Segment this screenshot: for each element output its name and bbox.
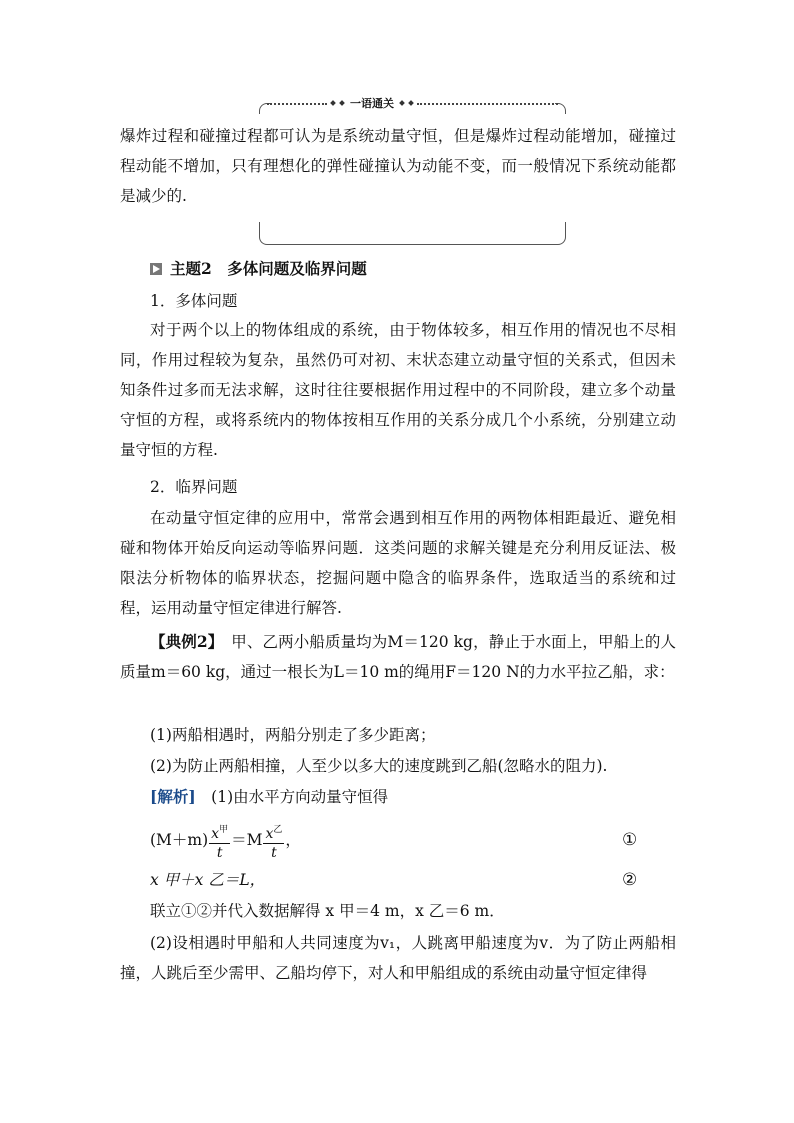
diamond-icon (399, 100, 405, 106)
summary-box-header (267, 96, 558, 110)
section1-heading: 1．多体问题 (150, 292, 238, 310)
equation-2: x 甲＋x 乙＝L， (150, 871, 266, 889)
example-label: 【典例2】 (150, 632, 216, 651)
solution-intro: [解析] (1)由水平方向动量守恒得 (150, 787, 389, 806)
play-icon (150, 263, 162, 275)
summary-box-title: 一语通关 (350, 97, 394, 110)
summary-box-text: 爆炸过程和碰撞过程都可认为是系统动量守恒，但是爆炸过程动能增加，碰撞过程动能不增加，只有理想化的弹性碰撞认为动能不变，而一般情况下系统动能都是减少的. (120, 127, 676, 205)
section2-text: 在动量守恒定律的应用中，常常会遇到相互作用的两物体相距最近、避免相碰和物体开始反向运动等临界问题．这类问题的求解关键是充分利用反证法、极限法分析物体的临界状态，挖掘问题中隐含的临界条件，选取适当的系统和过程，运用动量守恒定律进行解答. (120, 509, 676, 617)
section2-heading: 2．临界问题 (150, 478, 238, 496)
diamond-icon (339, 100, 345, 106)
solution-part-2: (2)设相遇时甲船和人共同速度为v₁，人跳离甲船速度为v．为了防止两船相撞，人跳后至少需甲、乙船均停下，对人和甲船组成的系统由动量守恒定律得 (120, 934, 676, 982)
fraction: $\frac{x^甲}{t}$ (209, 821, 230, 862)
example-text: 【典例2】 甲、乙两小船质量均为M＝120 kg，静止于水面上，甲船上的人质量m＝60 kg，通过一根长为L＝10 m的绳用F＝120 N的力水平拉乙船，求： (120, 632, 676, 681)
fraction: $\frac{x^乙}{t}$ (263, 821, 284, 862)
equation-1-number: ① (622, 830, 638, 850)
solution-label: [解析] (150, 787, 196, 806)
diamond-icon (330, 100, 336, 106)
theme-heading: 主题2 多体问题及临界问题 (150, 254, 367, 284)
example-question-1: (1)两船相遇时，两船分别走了多少距离； (150, 726, 436, 744)
section1-text: 对于两个以上的物体组成的系统，由于物体较多，相互作用的情况也不尽相同，作用过程较为复杂，虽然仍可对初、末状态建立动量守恒的关系式，但因未知条件过多而无法求解，这时往往要根据作用过程中的不同阶段，建立多个动量守恒的方程，或将系统内的物体按相互作用的关系分成几个小系统，分别建立动量守恒的方程. (120, 321, 676, 459)
equation-2-number: ② (622, 870, 638, 890)
equation-1: (M＋m) $\frac{x^甲}{t}$ ＝M $\frac{x^乙}{t}$ ， (150, 820, 301, 862)
example-question-2: (2)为防止两船相撞，人至少以多大的速度跳到乙船(忽略水的阻力). (150, 757, 608, 775)
solution-result: 联立①②并代入数据解得 x 甲＝4 m，x 乙＝6 m． (150, 902, 505, 920)
diamond-icon (408, 100, 414, 106)
